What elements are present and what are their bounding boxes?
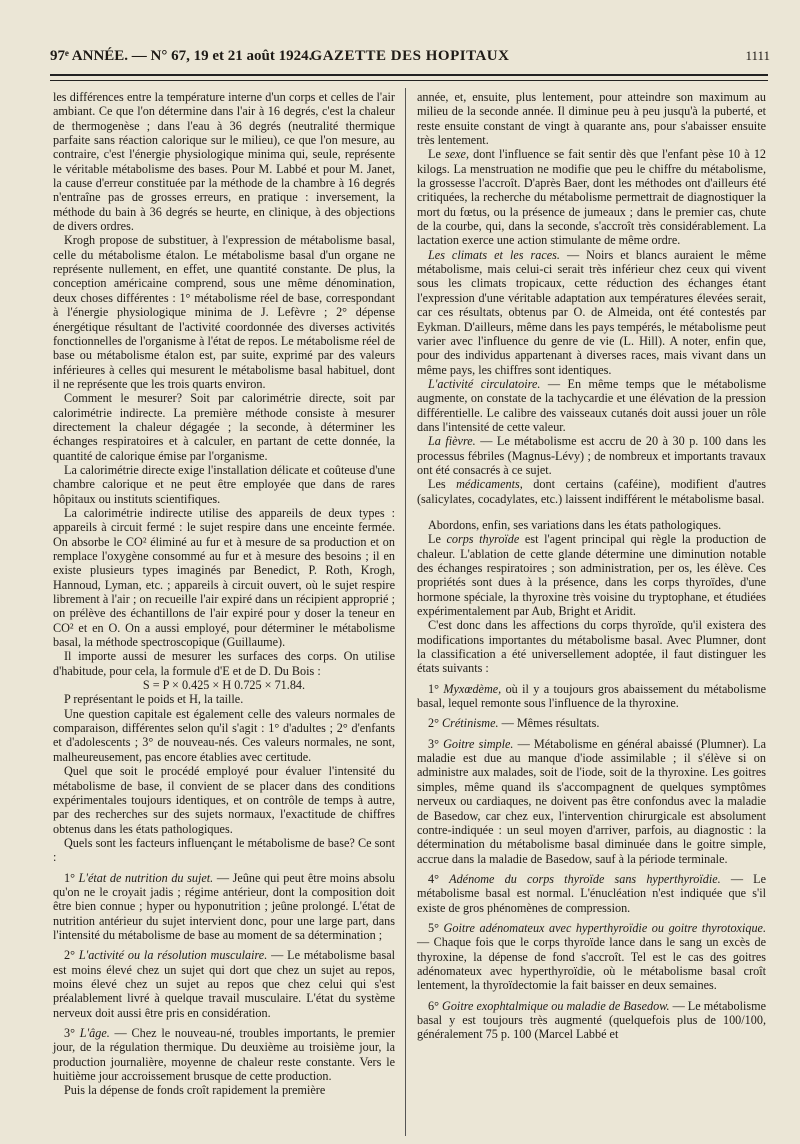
item-text: — Le métabolisme basal y est toujours très augmenté (quelquefois plus de 100/100, généralement 75 p. 100 (Marcel Labbé et: [417, 998, 766, 1042]
text-run: Le: [428, 147, 445, 162]
item-title: Goitre adénomateux avec hyperthyroïdie ou goitre thyrotoxique.: [443, 920, 766, 935]
paragraph: [417, 477, 766, 506]
paragraph: C'est donc dans les affections du corps thyroïde, qu'il existera des modifications importantes du métabolisme basal. Avec Plumner, dont la classification a été universellement adoptée, il faut distinguer les états suivants :: [417, 618, 766, 676]
topic-title: médicaments,: [456, 477, 523, 492]
item-title: Goitre simple.: [443, 736, 514, 751]
paragraph: Il importe aussi de mesurer les surfaces des corps. On utilise d'habitude, pour cela, la formule d'E et de D. Du Bois :: [53, 649, 395, 678]
paragraph: [417, 434, 766, 477]
header-rule-thin: [50, 80, 768, 81]
paragraph: les différences entre la température interne d'un corps et celles de l'air ambiant. Ce que l'on détermine dans l'air à 16 degrés, c'est la chaleur de thermogenèse ; dans l'eau à 36 degrés (neutralité thermique parfaite sans réaction calorique sur le milieu), ce que l'on mesure, au contraire, c'est l'énergie physiologique minima qui, seule, représente le véritable métabolisme des bases. Pour M. Labbé et pour M. Janet, la cause d'erreur constituée par la méthode de la chambre à 16 degrés n'entraîne pas de grosses erreurs, en pratique : inversement, la méthode du bain à 36 degrés se heurte, en clinique, à des objections de divers ordres.: [53, 90, 395, 234]
item-title: Adénome du corps thyroïde sans hyperthyroïdie.: [449, 871, 721, 886]
right-column: [417, 90, 766, 1042]
thyroid-item: [417, 737, 766, 866]
topic-title: sexe,: [445, 147, 470, 162]
text-run: Le: [428, 532, 447, 547]
item-number: 6°: [428, 998, 439, 1013]
left-column: [53, 90, 395, 1098]
item-text: où il y a toujours gros abaissement du métabolisme basal, lequel remonte sous l'influence de la thyroxine.: [417, 681, 766, 711]
item-title: Crétinisme.: [442, 716, 499, 731]
thyroid-item: [417, 716, 766, 730]
item-text: — Métabolisme en général abaissé (Plumner). La maladie est due au manque d'iode assimilable ; il s'élève si on administre aux malades, soit de l'iode, soit de la thyroxine. Les goitres simples, même quand ils s'accompagnent de quelques symptômes nerveux ou cardiaques, ne doivent pas être confondus avec la maladie de Basedow, car chez eux, l'intervention chirurgicale est absolument contre-indiquée : un seul moyen d'arriver, parfois, au diagnostic : la détermination du métabolisme basal diminuée dans le goitre simple, accrue dans la maladie de Basedow, sauf à la période terminale.: [417, 736, 766, 866]
item-title: Goitre exophtalmique ou maladie de Basedow.: [442, 998, 670, 1013]
paragraph: P représentant le poids et H, la taille.: [64, 692, 244, 707]
journal-title: GAZETTE DES HOPITAUX: [310, 48, 510, 64]
item-text: — Jeûne qui peut être moins absolu qu'on ne le croyait jadis ; régime antérieur, dont la composition doit être bien connue ; hyper ou hyponutrition ; jeûne prolongé. L'état de nutrition antérieur du sujet intervient donc, pour une large part, dans l'intensité du métabolisme de base au moment de sa détermination ;: [53, 870, 396, 942]
paragraph: [417, 532, 766, 618]
text-run: Les: [428, 477, 457, 492]
item-number: 1°: [64, 870, 75, 885]
text-run: dont certains (caféine), modifient d'autres (salicylates, cocadylates, etc.) laissent indifférent le métabolisme basal.: [417, 477, 766, 506]
text-run: — Le métabolisme est accru de 20 à 30 p. 100 dans les processus fébriles (Magnus-Lévy) ; de nombreux et importants travaux ont été consacrés à ce sujet.: [417, 434, 766, 477]
paragraph: Quels sont les facteurs influençant le métabolisme de base? Ce sont :: [53, 835, 395, 865]
text-run: — En même temps que le métabolisme augmente, on constate de la tachycardie et une élévation de la pression différentielle. Le calibre des vaisseaux cutanés doit aussi jouer un rôle dans l'intensité de cette valeur.: [417, 376, 766, 434]
topic-title: Les climats et les races.: [428, 247, 560, 262]
paragraph: Comment le mesurer? Soit par calorimétrie directe, soit par calorimétrie indirecte. La première méthode consiste à mesurer directement la chaleur dégagée ; la seconde, à déterminer les échanges respiratoires et à calculer, en partant de cette donnée, la quantité de calorique émise par l'organisme.: [53, 391, 395, 463]
page-number: 1111: [745, 48, 770, 63]
paragraph: [417, 248, 766, 377]
thyroid-item: [417, 872, 766, 915]
item-title: L'âge.: [79, 1026, 110, 1040]
paragraph: La calorimétrie indirecte utilise des appareils de deux types : appareils à circuit fermé : le sujet respire dans une enceinte fermée. On absorbe le CO² éliminé au fur et à mesure de sa production et on remplace l'oxygène consommé au fur et à mesure des besoins ; il en existe plusieurs types imaginés par Benedict, P. Roth, Krogh, Hannoud, Lyman, etc. ; appareils à circuit ouvert, où le sujet respire librement à l'air ; on recueille l'air expiré dans un récipient approprié ; on prélève des échantillons de l'air expiré pour y doser la teneur en CO² et en O. On a aussi employé, pour déterminer le métabolisme basal, la méthode spectroscopique (Guillaume).: [53, 505, 395, 650]
item-title: L'activité ou la résolution musculaire.: [78, 948, 268, 963]
paragraph: Abordons, enfin, ses variations dans les états pathologiques.: [428, 517, 722, 532]
factor-item: [53, 948, 395, 1020]
item-number: 5°: [428, 920, 439, 935]
column-divider: [405, 88, 406, 1136]
factor-item: [53, 871, 395, 943]
paragraph: [417, 147, 766, 247]
factor-item: [53, 1026, 395, 1083]
item-number: 2°: [428, 716, 439, 731]
item-number: 4°: [428, 871, 439, 886]
item-number: 3°: [428, 736, 439, 751]
paragraph: La calorimétrie directe exige l'installation délicate et coûteuse d'une chambre calorique et ne peut être employée que dans de rares hôpitaux ou instituts scientifiques.: [53, 462, 395, 506]
topic-title: L'activité circulatoire.: [428, 376, 541, 391]
paragraph: Quel que soit le procédé employé pour évaluer l'intensité du métabolisme de base, il convient de se placer dans des conditions expérimentales toujours identiques, et on contrôle de temps à autre, par des recherches sur des sujets normaux, l'exactitude de chiffres obtenus dans les états pathologiques.: [53, 764, 395, 836]
paragraph: année, et, ensuite, plus lentement, pour atteindre son maximum au milieu de la seconde année. Il diminue peu à peu jusqu'à la puberté, et reste ensuite constant de vingt à quarante ans, pour s'abaisser ensuite très lentement.: [417, 90, 766, 148]
paragraph: Puis la dépense de fonds croît rapidement la première: [64, 1083, 326, 1098]
surface-formula: S = P × 0.425 × H 0.725 × 71.84.: [142, 678, 306, 693]
text-run: dont l'influence se fait sentir dès que l'enfant pèse 10 à 12 kilogs. La menstruation ne modifie que peu le chiffre du métabolisme, la grossesse l'accroît. D'après Baer, dont les méthodes ont d'ailleurs été critiquées, la recherche du métabolisme permettrait de diagnostiquer la mort du fœtus, ou la présence de jumeaux ; dans le premier cas, chute de la courbe, qui, dans la seconde, s'accroît très considérablement. La lactation exerce une action stimulante de même ordre.: [417, 147, 767, 248]
item-title: L'état de nutrition du sujet.: [78, 870, 214, 885]
thyroid-item: [417, 921, 766, 993]
item-title: Myxœdème,: [443, 681, 502, 696]
header-rule-thick: [50, 74, 768, 76]
paragraph: Krogh propose de substituer, à l'expression de métabolisme basal, celle du métabolisme étalon. Le métabolisme basal d'un organe ne représente nullement, en effet, une quantité constante. De plus, la conception américaine comprend, sous une même dénomination, deux choses différentes : 1° métabolisme réel de base, correspondant à l'énergie physiologique minima de J. Lefèvre ; 2° dépense énergétique résultant de l'activité coordonnée des diverses activités fonctionnelles de l'organisme à l'état de repos. Le métabolisme réel de base ou métabolisme étalon est, par suite, exprimé par des valeurs inférieures à celles qui mesurent le métabolisme basal habituel, dont il ne représente que les trois quarts environ.: [53, 233, 395, 391]
text-run: — Noirs et blancs auraient le même métabolisme, mais celui-ci serait très inférieur chez ceux qui vivent sous les climats tropicaux, cette réduction des échanges étant l'expression d'une véritable adaptation aux températures élevées serait, car ces résultats, obtenus par O. de Almeida, ont été contestés par Eykman. D'ailleurs, même dans les pays tempérés, le métabolisme peut varier avec l'influence du genre de vie (L. Hill). A noter, enfin que, pour des individus appartenant à diverses races, mais vivant dans un même pays, les chiffres sont identiques.: [417, 247, 766, 377]
item-number: 2°: [64, 948, 75, 963]
thyroid-item: [417, 682, 766, 711]
item-text: — Chaque fois que le corps thyroïde lance dans le sang un excès de thyroxine, la dépense de fond s'accroît. Tel est le cas des goitres adénomateux avec hyperthyroïdie, où le métabolisme basal croît lentement, la thyroïdectomie la fait baisser en deux semaines.: [417, 935, 766, 993]
paragraph: [417, 377, 766, 434]
topic-title: corps thyroïde: [446, 532, 520, 547]
topic-title: La fièvre.: [428, 434, 476, 449]
item-text: — Mêmes résultats.: [498, 716, 600, 731]
paragraph: Une question capitale est également celle des valeurs normales de comparaison, différentes selon qu'il s'agit : 1° d'adultes ; 2° d'enfants et d'adolescents ; 3° de nouveau-nés. Ces valeurs normales, ne sont, malheureusement, pas encore établies avec certitude.: [53, 706, 395, 764]
item-text: — Le métabolisme basal est normal. L'énucléation n'est indiquée que s'il existe de gros phénomènes de compression.: [417, 871, 767, 915]
text-run: est l'agent principal qui règle la production de chaleur. L'ablation de cette glande détermine une diminution notable des échanges respiratoires ; son administration, per os, les élève. Ces propriétés sont dues à la présence, dans les corps thyroïdes, d'une hormone spéciale, la thyroxine très voisine du tryptophane, et étudiées expérimentalement par Aub, Bright et Aridit.: [417, 532, 767, 619]
issue-line: 97ᵉ ANNÉE. — N° 67, 19 et 21 août 1924.: [50, 48, 313, 64]
item-text: — Le métabolisme basal est moins élevé chez un sujet qui dort que chez un sujet au repos, moins élevé chez un sujet au repos que chez celui qui s'est préalablement livré à quelque travail musculaire. L'état du système nerveux doit aussi être pris en considération.: [53, 948, 395, 1020]
item-number: 3°: [64, 1026, 75, 1040]
running-head: [50, 48, 770, 70]
item-text: — Chez le nouveau-né, troubles importants, le premier jour, de la régulation thermique. Du deuxième au troisième jour, la production journalière, moyenne de chaleur reste constante. Vers le huitième jour accroissement brusque de cette production.: [53, 1026, 396, 1084]
item-number: 1°: [428, 681, 439, 696]
thyroid-item: [417, 999, 766, 1042]
